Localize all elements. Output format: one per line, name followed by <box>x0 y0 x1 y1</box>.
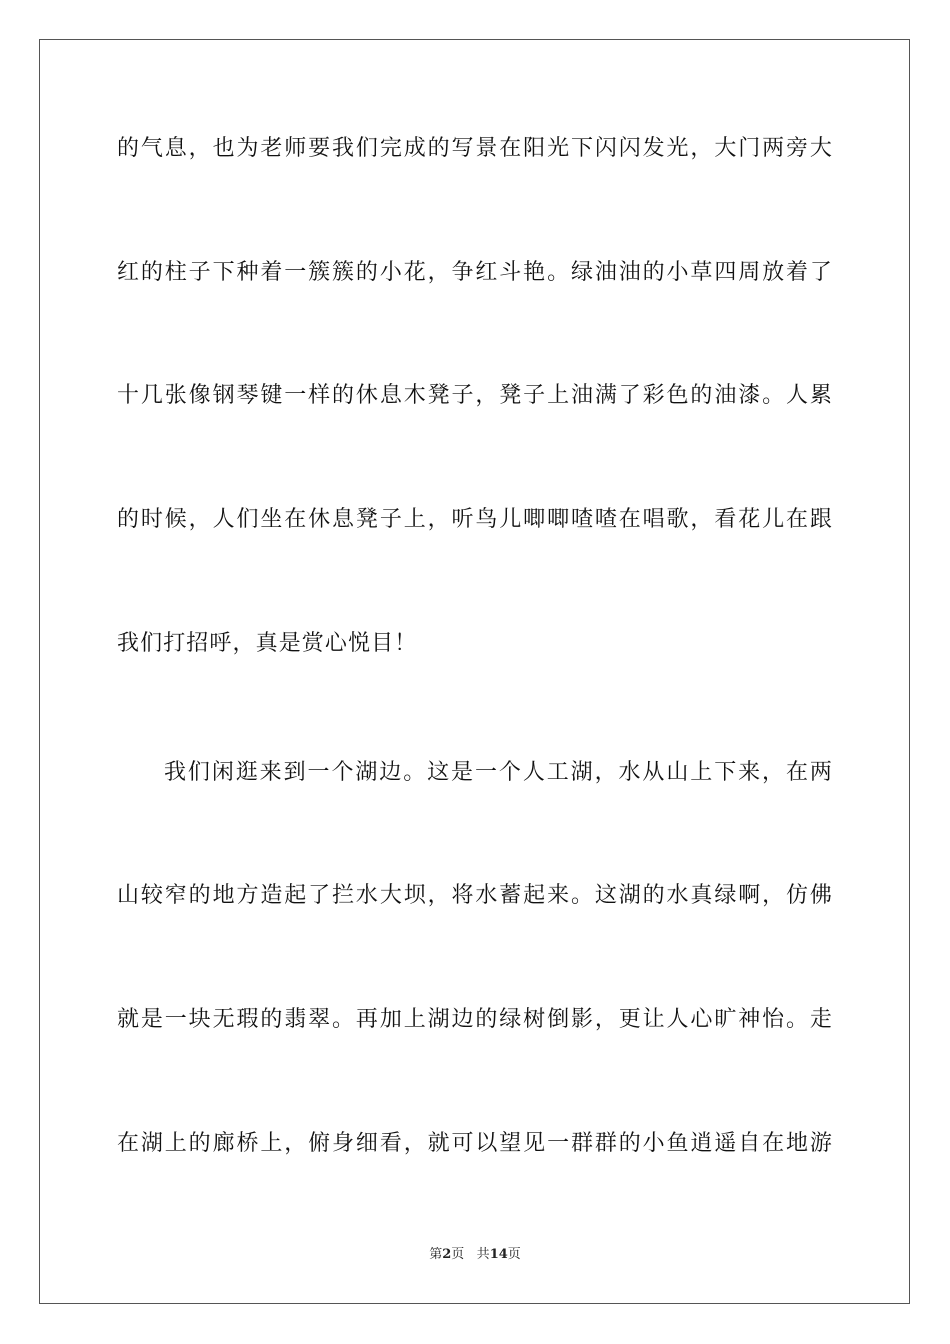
text-line: 红的柱子下种着一簇簇的小花，争红斗艳。绿油油的小草四周放着了 <box>117 260 833 285</box>
page-footer <box>0 1246 950 1264</box>
text-line: 十几张像钢琴键一样的休息木凳子，凳子上油满了彩色的油漆。人累 <box>117 383 833 408</box>
text-line: 我们打招呼，真是赏心悦目！ <box>117 631 418 656</box>
total-pages: 14 <box>489 1247 508 1262</box>
page-suffix: 页 <box>451 1247 465 1262</box>
text-line: 的气息，也为老师要我们完成的写景在阳光下闪闪发光，大门两旁大 <box>117 136 833 161</box>
text-line: 的时候，人们坐在休息凳子上，听鸟儿唧唧喳喳在唱歌，看花儿在跟 <box>117 507 833 532</box>
text-line: 在湖上的廊桥上，俯身细看，就可以望见一群群的小鱼逍遥自在地游 <box>117 1131 833 1156</box>
text-line: 就是一块无瑕的翡翠。再加上湖边的绿树倒影，更让人心旷神怡。走 <box>117 1007 833 1032</box>
text-line: 山较窄的地方造起了拦水大坝，将水蓄起来。这湖的水真绿啊，仿佛 <box>117 883 833 908</box>
document-body <box>117 0 833 1344</box>
page-prefix: 第 <box>429 1247 443 1262</box>
total-prefix: 共 <box>476 1247 490 1262</box>
page-number: 2 <box>442 1247 452 1262</box>
total-suffix: 页 <box>507 1247 521 1262</box>
paragraph-first-line: 我们闲逛来到一个湖边。这是一个人工湖，水从山上下来，在两 <box>164 760 833 785</box>
